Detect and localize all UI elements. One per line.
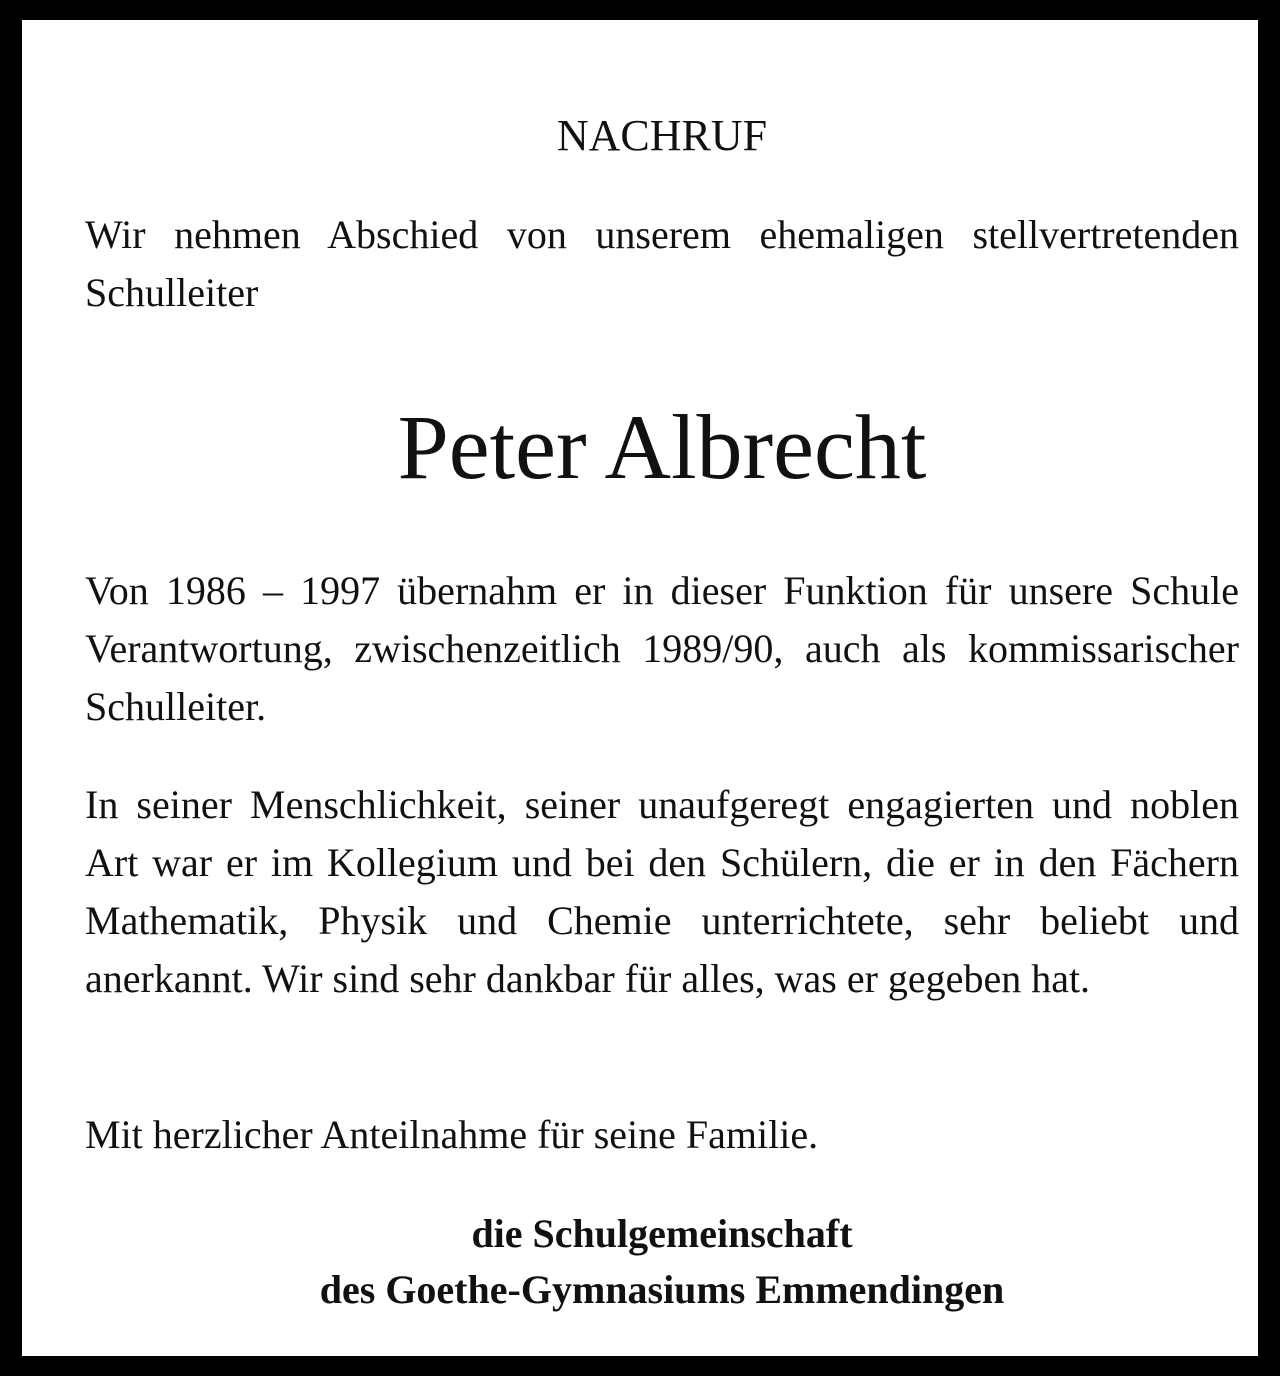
deceased-name: Peter Albrecht [397,396,927,498]
tribute-paragraph: In seiner Menschlichkeit, seiner unaufgeregt engagierten und noblen Art war er im Kollegium und bei den Schülern, die er in den Fächern Mathematik, Physik und Chemie unterrichtete, sehr beliebt und anerkannt. Wir sind sehr dankbar für alles, was er gegeben hat. [85,782,1239,1001]
signature-block [85,1206,1239,1318]
condolence-paragraph: Mit herzlicher Anteilnahme für seine Familie. [85,1112,819,1157]
career-paragraph: Von 1986 – 1997 übernahm er in dieser Funktion für unsere Schule Verantwortung, zwischenzeitlich 1989/90, auch als kommissarischer Schulleiter. [85,568,1239,729]
obituary-heading: NACHRUF [556,111,768,160]
signature-line-2: des Goethe-Gymnasiums Emmendingen [319,1267,1005,1312]
intro-text: Wir nehmen Abschied von unserem ehemaligen stellvertretenden Schulleiter [85,212,1239,315]
signature-line-1: die Schulgemeinschaft [471,1211,853,1256]
